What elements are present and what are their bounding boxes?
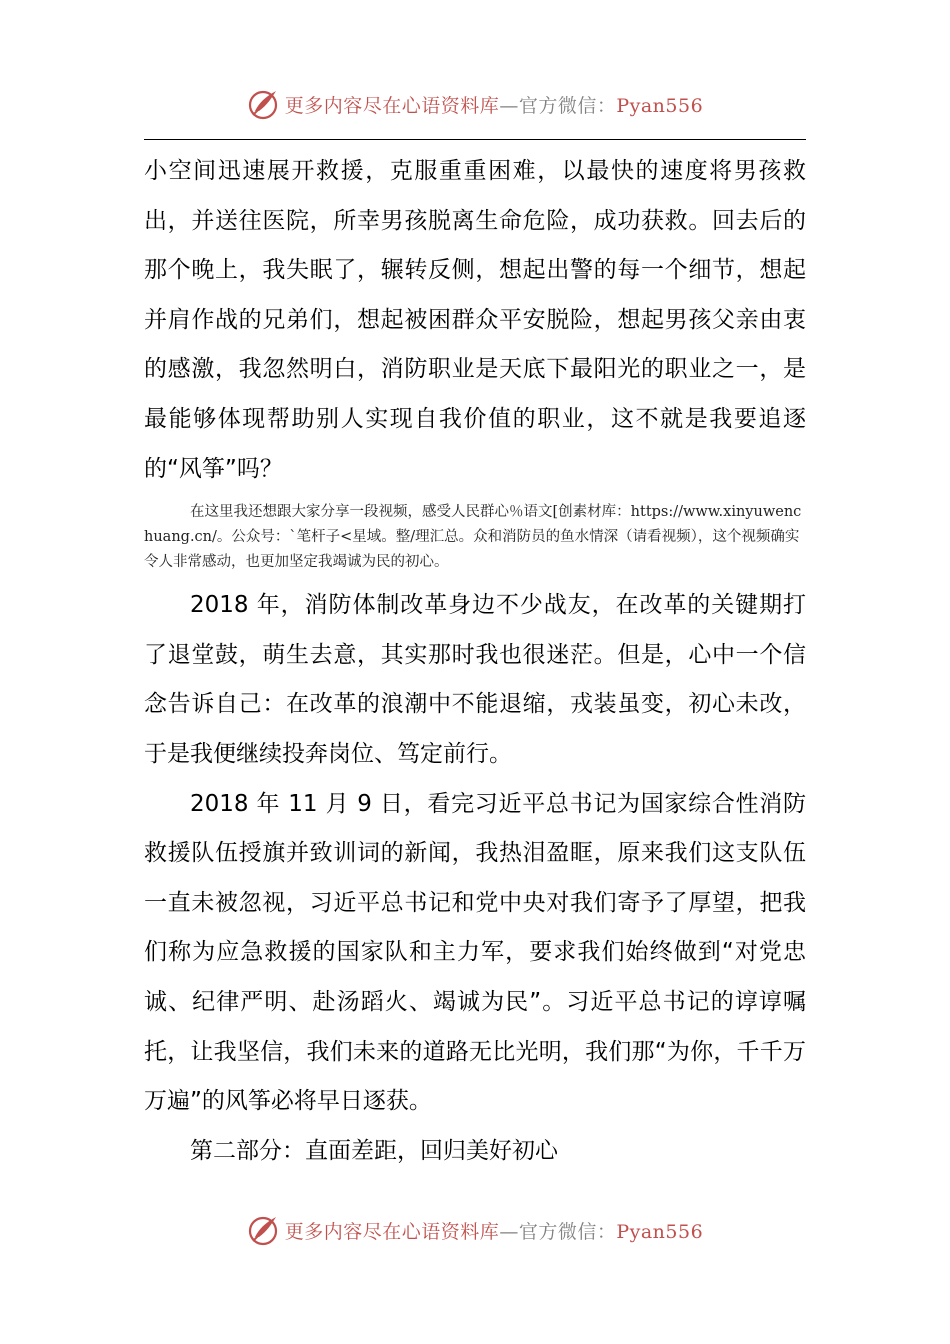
- paragraph-3: 2018 年 11 月 9 日，看完习近平总书记为国家综合性消防救援队伍授旗并致训词的新闻，我热泪盈眶，原来我们这支队伍一直未被忽视，习近平总书记和党中央对我们寄予了厚望，把我们称为应急救援的国家队和主力军，要求我们始终做到“对党忠诚、纪律严明、赴汤蹈火、竭诚为民”。习近平总书记的谆谆嘱托，让我坚信，我们未来的道路无比光明，我们那“为你，千千万万遍”的风筝必将早日逐获。: [144, 790, 806, 1115]
- banner-separator: —: [499, 1220, 519, 1243]
- header-banner: [0, 84, 950, 124]
- paragraph-1: 小空间迅速展开救援，克服重重困难，以最快的速度将男孩救出，并送往医院，所幸男孩脱离生命危险，成功获救。回去后的那个晚上，我失眠了，辗转反侧，想起出警的每一个细节，想起并肩作战的兄弟们，想起被困群众平安脱险，想起男孩父亲由衷的感激，我忽然明白，消防职业是天底下最阳光的职业之一，是最能够体现帮助别人实现自我价值的职业，这不就是我要追逐的“风筝”吗？: [144, 158, 806, 482]
- quill-pen-logo-icon: [247, 87, 281, 121]
- banner-separator: —: [499, 94, 519, 117]
- banner-title: 更多内容尽在心语资料库: [284, 1220, 500, 1243]
- paragraph-2: 2018 年，消防体制改革身边不少战友，在改革的关键期打了退堂鼓，萌生去意，其实那时我也很迷茫。但是，心中一个信念告诉自己：在改革的浪潮中不能退缩，戎装虽变，初心未改，于是我便继续投奔岗位、笃定前行。: [144, 592, 806, 767]
- banner-title: 更多内容尽在心语资料库: [284, 94, 500, 117]
- section-heading: 第二部分：直面差距，回归美好初心: [190, 1137, 558, 1164]
- banner-wechat-label: 官方微信：: [518, 94, 617, 117]
- quill-pen-logo-icon: [247, 1213, 281, 1247]
- document-body: [144, 147, 806, 1176]
- banner-wechat-label: 官方微信：: [518, 1220, 617, 1243]
- banner-wechat-id: Pyan556: [616, 94, 704, 117]
- footer-banner: [0, 1210, 950, 1250]
- small-note-paragraph: 在这里我还想跟大家分享一段视频，感受人民群心％语文[创素材库：https://www.xinyuwenchuang.cn/。公众号：`笔杆子<星域。整/理汇总。众和消防员的鱼水情深（请看视频），这个视频确实令人非常感动，也更加坚定我竭诚为民的初心。: [144, 504, 802, 571]
- banner-wechat-id: Pyan556: [616, 1220, 704, 1243]
- header-divider: [144, 139, 806, 140]
